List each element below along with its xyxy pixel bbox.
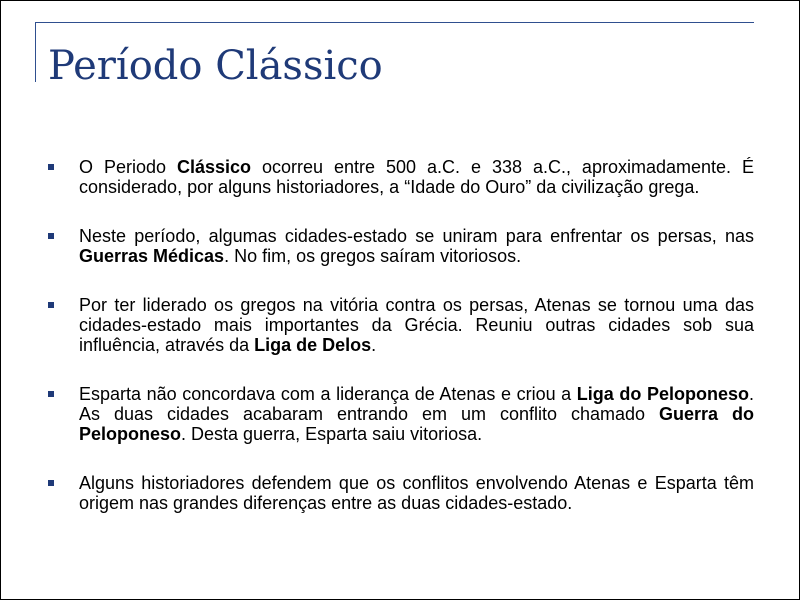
text-segment: Por ter liderado os gregos na vitória contra os persas, Atenas se tornou uma das cidades-estado mais importantes da Grécia. Reuniu outras cidades sob sua influência, através da — [79, 295, 754, 355]
text-segment: Esparta não concordava com a liderança de Atenas e criou a — [79, 384, 577, 404]
text-segment: . Desta guerra, Esparta saiu vitoriosa. — [181, 424, 483, 444]
bullet-item — [47, 384, 754, 444]
bullet-item — [47, 295, 754, 355]
text-segment: Neste período, algumas cidades-estado se uniram para enfrentar os persas, nas — [79, 226, 754, 246]
bullet-item — [47, 157, 754, 197]
bullet-text — [79, 473, 754, 513]
text-segment: Alguns historiadores defendem que os conflitos envolvendo Atenas e Esparta têm origem nas grandes diferenças entre as duas cidades-estado. — [79, 473, 754, 513]
text-segment: . — [371, 335, 377, 355]
bullet-square-icon — [48, 164, 54, 170]
bullet-text — [79, 384, 754, 444]
bullet-square-icon — [48, 302, 54, 308]
bullet-text — [79, 226, 754, 266]
text-segment: O Periodo — [79, 157, 177, 177]
bullet-square-icon — [48, 233, 54, 239]
text-segment: . No fim, os gregos saíram vitoriosos. — [224, 246, 522, 266]
bold-term: Liga de Delos — [254, 335, 372, 355]
bullet-list — [47, 157, 754, 542]
bullet-item — [47, 226, 754, 266]
bold-term: Clássico — [176, 157, 252, 177]
bold-term: Liga do Peloponeso — [576, 384, 749, 404]
title-left-rule — [35, 22, 36, 82]
slide-title: Período Clássico — [48, 43, 383, 89]
bullet-text — [79, 295, 754, 355]
bold-term: Guerra do Peloponeso — [79, 404, 754, 444]
bullet-item — [47, 473, 754, 513]
text-segment: . As duas cidades acabaram entrando em um conflito chamado — [79, 384, 754, 424]
bullet-text — [79, 157, 754, 197]
title-top-rule — [35, 22, 754, 23]
bold-term: Guerras Médicas — [79, 246, 225, 266]
bullet-square-icon — [48, 391, 54, 397]
text-segment: ocorreu entre 500 a.C. e 338 a.C., aproximadamente. É considerado, por alguns historiadores, a “Idade do Ouro” da civilização grega. — [79, 157, 754, 197]
bullet-square-icon — [48, 480, 54, 486]
